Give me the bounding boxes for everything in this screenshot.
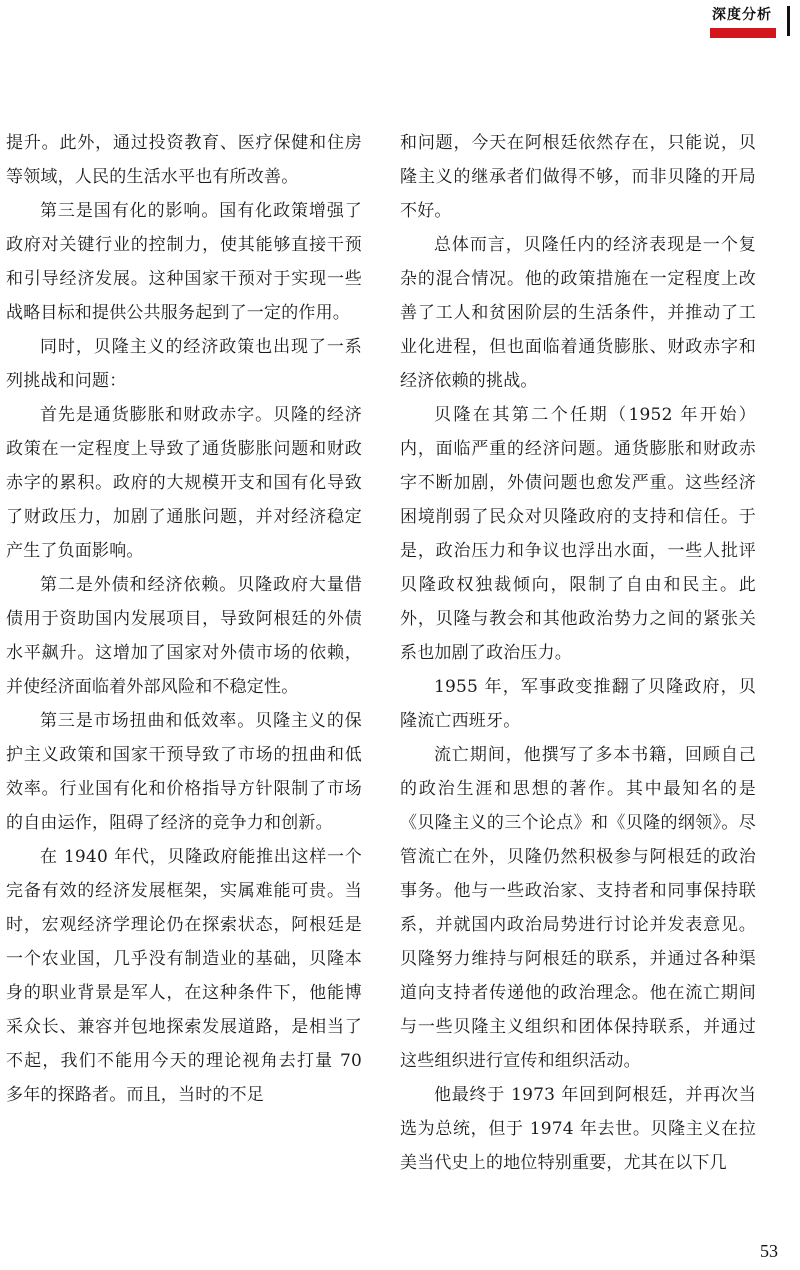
paragraph: 他最终于 1973 年回到阿根廷，并再次当选为总统，但于 1974 年去世。贝隆主义在拉美当代史上的地位特别重要，尤其在以下几 xyxy=(400,1085,756,1173)
paragraph: 在 1940 年代，贝隆政府能推出这样一个完备有效的经济发展框架，实属难能可贵。当时，宏观经济学理论仍在探索状态，阿根廷是一个农业国，几乎没有制造业的基础，贝隆本身的职业背景是军人，在这种条件下，他能博采众长、兼容并包地探索发展道路，是相当了不起，我们不能用今天的理论视角去打量 70 多年的探路者。而且，当时的不足 xyxy=(6,847,362,1105)
section-tag xyxy=(710,6,776,38)
paragraph: 总体而言，贝隆任内的经济表现是一个复杂的混合情况。他的政策措施在一定程度上改善了工人和贫困阶层的生活条件，并推动了工业化进程，但也面临着通货膨胀、财政赤字和经济依赖的挑战。 xyxy=(400,235,756,391)
paragraph: 第三是国有化的影响。国有化政策增强了政府对关键行业的控制力，使其能够直接干预和引导经济发展。这种国家干预对于实现一些战略目标和提供公共服务起到了一定的作用。 xyxy=(6,201,362,323)
paragraph: 1955 年，军事政变推翻了贝隆政府，贝隆流亡西班牙。 xyxy=(400,677,756,731)
paragraph: 流亡期间，他撰写了多本书籍，回顾自己的政治生涯和思想的著作。其中最知名的是《贝隆主义的三个论点》和《贝隆的纲领》。尽管流亡在外，贝隆仍然积极参与阿根廷的政治事务。他与一些政治家、支持者和同事保持联系，并就国内政治局势进行讨论并发表意见。贝隆努力维持与阿根廷的联系，并通过各种渠道向支持者传递他的政治理念。他在流亡期间与一些贝隆主义组织和团体保持联系，并通过这些组织进行宣传和组织活动。 xyxy=(400,745,756,1071)
left-column xyxy=(6,126,362,1112)
section-label: 深度分析 xyxy=(712,7,772,23)
section-accent-bar xyxy=(710,28,776,38)
paragraph: 第二是外债和经济依赖。贝隆政府大量借债用于资助国内发展项目，导致阿根廷的外债水平飙升。这增加了国家对外债市场的依赖，并使经济面临着外部风险和不稳定性。 xyxy=(6,575,362,697)
header-divider xyxy=(787,6,790,36)
page-number: 53 xyxy=(760,1241,778,1261)
paragraph: 贝隆在其第二个任期（1952 年开始）内，面临严重的经济问题。通货膨胀和财政赤字不断加剧，外债问题也愈发严重。这些经济困境削弱了民众对贝隆政府的支持和信任。于是，政治压力和争议也浮出水面，一些人批评贝隆政权独裁倾向，限制了自由和民主。此外，贝隆与教会和其他政治势力之间的紧张关系也加剧了政治压力。 xyxy=(400,405,756,663)
paragraph: 首先是通货膨胀和财政赤字。贝隆的经济政策在一定程度上导致了通货膨胀问题和财政赤字的累积。政府的大规模开支和国有化导致了财政压力，加剧了通胀问题，并对经济稳定产生了负面影响。 xyxy=(6,405,362,561)
paragraph: 和问题，今天在阿根廷依然存在，只能说，贝隆主义的继承者们做得不够，而非贝隆的开局不好。 xyxy=(400,133,756,221)
paragraph: 提升。此外，通过投资教育、医疗保健和住房等领域，人民的生活水平也有所改善。 xyxy=(6,133,362,187)
right-column xyxy=(400,126,756,1180)
paragraph: 第三是市场扭曲和低效率。贝隆主义的保护主义政策和国家干预导致了市场的扭曲和低效率。行业国有化和价格指导方针限制了市场的自由运作，阻碍了经济的竞争力和创新。 xyxy=(6,711,362,833)
paragraph: 同时，贝隆主义的经济政策也出现了一系列挑战和问题： xyxy=(6,337,362,391)
